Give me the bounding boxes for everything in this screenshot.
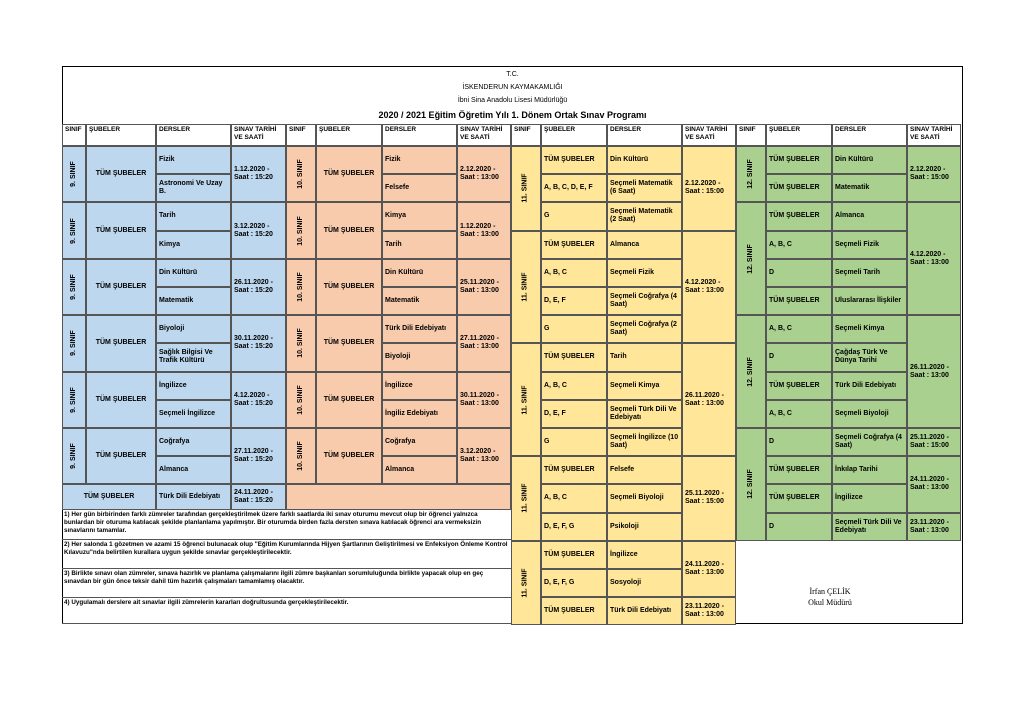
grade9-subeler: TÜM ŞUBELER (86, 428, 156, 484)
grade9-label (62, 315, 86, 371)
grade11-ders: Seçmeli Matematik (2 Saat) (607, 202, 682, 230)
grade9-subeler: TÜM ŞUBELER (86, 146, 156, 202)
grade12-ders: Seçmeli Kimya (832, 315, 907, 343)
header-tarih-12: SINAV TARİHİ VE SAATİ (907, 124, 961, 146)
grade9-label (62, 202, 86, 258)
grade10-subeler: TÜM ŞUBELER (316, 146, 382, 202)
header-sinif-12: SINIF (736, 124, 766, 146)
grade10-ders: Coğrafya (382, 428, 457, 456)
grade11-subeler: A, B, C, D, E, F (541, 174, 607, 202)
grade9-label-text: 9. SINIF (70, 161, 77, 188)
grade9-last-ders: Türk Dili Edebiyatı (156, 484, 231, 510)
header-sinif-9: SINIF (62, 124, 86, 146)
grade12-label-text: 12. SINIF (747, 356, 755, 387)
header-tarih-10: SINAV TARİHİ VE SAATİ (457, 124, 511, 146)
grade10-label (286, 259, 316, 315)
grade11-ders: Seçmeli Fizik (607, 259, 682, 287)
grade11-label-text: 11. SINIF (522, 173, 529, 203)
grade10-ders: Fizik (382, 146, 457, 174)
grade10-label-text: 10. SINIF (297, 159, 305, 189)
grade9-ders: Tarih (156, 202, 231, 230)
grade11-subeler: G (541, 202, 607, 230)
grade11-label-text: 11. SINIF (522, 483, 529, 514)
grade10-subeler: TÜM ŞUBELER (316, 259, 382, 315)
grade12-ders: İngilizce (832, 484, 907, 512)
grade11-date: 24.11.2020 - Saat : 13:00 (682, 541, 736, 597)
grade9-label-text: 9. SINIF (70, 330, 77, 357)
grade9-subeler: TÜM ŞUBELER (86, 259, 156, 315)
grade12-label-text: 12. SINIF (747, 469, 755, 500)
page-title: 2020 / 2021 Eğitim Öğretim Yılı 1. Dönem Ortak Sınav Programı (378, 110, 647, 120)
grade9-date: 30.11.2020 - Saat : 15:20 (231, 315, 286, 371)
grade11-subeler: TÜM ŞUBELER (541, 146, 607, 174)
header-subeler-11: ŞUBELER (541, 124, 607, 146)
grade12-ders: Seçmeli Biyoloji (832, 400, 907, 428)
grade12-subeler: TÜM ŞUBELER (766, 484, 832, 512)
grade11-ders: Almanca (607, 231, 682, 259)
grade12-subeler: A, B, C (766, 400, 832, 428)
grade11-ders: İngilizce (607, 541, 682, 569)
grade11-subeler: D, E, F (541, 400, 607, 428)
grade11-label (511, 146, 541, 231)
grade10-date: 3.12.2020 - Saat : 13:00 (457, 428, 511, 484)
grade9-label-text: 9. SINIF (70, 386, 77, 413)
grade9-ders: Fizik (156, 146, 231, 174)
grade11-label (511, 231, 541, 344)
grade9-ders: Din Kültürü (156, 259, 231, 287)
grade9-ders: İngilizce (156, 372, 231, 400)
grade10-label-text: 10. SINIF (297, 215, 305, 246)
grade12-subeler: TÜM ŞUBELER (766, 456, 832, 484)
grade10-label (286, 372, 316, 428)
grade12-label (736, 428, 766, 541)
grade10-label-text: 10. SINIF (297, 328, 305, 359)
grade10-ders: Kimya (382, 202, 457, 230)
grade12-date: 24.11.2020 - Saat : 13:00 (907, 456, 961, 512)
grade10-date: 27.11.2020 - Saat : 13:00 (457, 315, 511, 371)
header-kaymakamlik: İSKENDERUN KAYMAKAMLIĞI (462, 84, 563, 91)
grade11-subeler: G (541, 315, 607, 343)
grade10-ders: Almanca (382, 456, 457, 484)
grade9-label-text: 9. SINIF (70, 443, 77, 470)
grade10-label (286, 146, 316, 202)
grade12-date: 26.11.2020 - Saat : 13:00 (907, 315, 961, 428)
grade9-ders: Kimya (156, 231, 231, 259)
grade10-label-text: 10. SINIF (297, 384, 305, 415)
grade12-ders: Seçmeli Türk Dili Ve Edebiyatı (832, 513, 907, 541)
grade12-subeler: TÜM ŞUBELER (766, 146, 832, 174)
header-subeler-12: ŞUBELER (766, 124, 832, 146)
grade12-subeler: TÜM ŞUBELER (766, 372, 832, 400)
grade10-label-text: 10. SINIF (297, 272, 305, 302)
grade11-date: 23.11.2020 - Saat : 13:00 (682, 597, 736, 625)
grade11-subeler: D, E, F, G (541, 513, 607, 541)
grade10-subeler: TÜM ŞUBELER (316, 428, 382, 484)
header-tarih-11: SINAV TARİHİ VE SAATİ (682, 124, 736, 146)
grade9-label (62, 428, 86, 484)
grade11-date: 25.11.2020 - Saat : 15:00 (682, 456, 736, 541)
grade12-ders: Almanca (832, 202, 907, 230)
grade12-date: 23.11.2020 - Saat : 13:00 (907, 513, 961, 541)
grade9-label-text: 9. SINIF (70, 274, 77, 300)
grade9-label (62, 146, 86, 202)
grade10-ders: Tarih (382, 231, 457, 259)
header-sinif-11: SINIF (511, 124, 541, 146)
grade11-label (511, 541, 541, 626)
grade12-ders: Matematik (832, 174, 907, 202)
grade11-subeler: D, E, F, G (541, 569, 607, 597)
grade12-label (736, 146, 766, 202)
note-4: 4) Uygulamalı derslere ait sınavlar ilgili zümrelerin kararları doğrultusunda gerçekleştirilecektir. (62, 598, 511, 624)
header-dersler-12: DERSLER (832, 124, 907, 146)
grade12-date: 25.11.2020 - Saat : 15:00 (907, 428, 961, 456)
grade9-date: 26.11.2020 - Saat : 15:20 (231, 259, 286, 315)
grade9-last-date: 24.11.2020 - Saat : 15:20 (231, 484, 286, 510)
header-dersler-10: DERSLER (382, 124, 457, 146)
header-dersler-9: DERSLER (156, 124, 231, 146)
grade12-label-text: 12. SINIF (747, 243, 755, 274)
grade11-date: 26.11.2020 - Saat : 13:00 (682, 343, 736, 456)
grade11-subeler: D, E, F (541, 287, 607, 315)
grade9-label (62, 372, 86, 428)
grade10-ders: Din Kültürü (382, 259, 457, 287)
note-1: 1) Her gün birbirinden farklı zümreler tarafından gerçekleştirilmek üzere farklı saatlarda iki sınav oturumu mevcut olup bir öğrenci yalnızca bunlardan bir oturuma katılacak şekilde planlanlama yapılmıştır. Bir oturumda birden fazla dersten sınava katılacak öğrenci ara vermeksizin sınavlarını tamamlar. (62, 510, 511, 540)
grade9-ders: Coğrafya (156, 428, 231, 456)
header-subeler-10: ŞUBELER (316, 124, 382, 146)
grade9-ders: Almanca (156, 456, 231, 484)
grade11-ders: Seçmeli Kimya (607, 372, 682, 400)
grade11-ders: Psikoloji (607, 513, 682, 541)
grade9-date: 4.12.2020 - Saat : 15:20 (231, 372, 286, 428)
grade10-ders: İngiliz Edebiyatı (382, 400, 457, 428)
grade11-ders: Seçmeli İngilizce (10 Saat) (607, 428, 682, 456)
grade11-subeler: A, B, C (541, 372, 607, 400)
grade12-ders: Seçmeli Tarih (832, 259, 907, 287)
grade11-ders: Din Kültürü (607, 146, 682, 174)
grade10-date: 30.11.2020 - Saat : 13:00 (457, 372, 511, 428)
grade9-ders: Biyoloji (156, 315, 231, 343)
grade11-ders: Felsefe (607, 456, 682, 484)
grade10-subeler: TÜM ŞUBELER (316, 315, 382, 371)
grade11-ders: Türk Dili Edebiyatı (607, 597, 682, 625)
grade11-label-text: 11. SINIF (522, 568, 529, 598)
grade10-subeler: TÜM ŞUBELER (316, 372, 382, 428)
grade12-ders: Seçmeli Coğrafya (4 Saat) (832, 428, 907, 456)
grade12-ders: İnkılap Tarihi (832, 456, 907, 484)
note-2: 2) Her salonda 1 gözetmen ve azami 15 öğrenci bulunacak olup "Eğitim Kurumlarında Hijyen Şartlarının Geliştirilmesi ve Enfeksiyon Önleme Kontrol Kılavuzu"nda belirtilen kurallara uygun şekilde sınavlar gerçekleştirilecektir. (62, 540, 511, 569)
grade11-ders: Seçmeli Matematik (6 Saat) (607, 174, 682, 202)
grade10-label (286, 202, 316, 258)
grade10-ders: Türk Dili Edebiyatı (382, 315, 457, 343)
grade12-subeler: D (766, 259, 832, 287)
grade12-ders: Seçmeli Fizik (832, 231, 907, 259)
grade10-ders: Biyoloji (382, 343, 457, 371)
header-sinif-10: SINIF (286, 124, 316, 146)
grade12-label (736, 315, 766, 428)
grade11-ders: Seçmeli Coğrafya (2 Saat) (607, 315, 682, 343)
grade10-date: 2.12.2020 - Saat : 13:00 (457, 146, 511, 202)
grade10-filler (286, 484, 511, 510)
grade11-ders: Sosyoloji (607, 569, 682, 597)
grade10-date: 1.12.2020 - Saat : 13:00 (457, 202, 511, 258)
grade9-ders: Matematik (156, 287, 231, 315)
grade10-ders: İngilizce (382, 372, 457, 400)
grade12-subeler: D (766, 513, 832, 541)
grade10-date: 25.11.2020 - Saat : 13:00 (457, 259, 511, 315)
grade12-subeler: A, B, C (766, 315, 832, 343)
grade9-ders: Sağlık Bilgisi Ve Trafik Kültürü (156, 343, 231, 371)
grade12-label-text: 12. SINIF (747, 159, 755, 189)
signature-title: Okul Müdürü (808, 598, 852, 607)
grade11-label (511, 343, 541, 456)
header-school: İbni Sina Anadolu Lisesi Müdürlüğü (457, 97, 568, 104)
grade10-ders: Matematik (382, 287, 457, 315)
signature-name: İrfan ÇELİK (809, 587, 851, 596)
grade11-date: 2.12.2020 - Saat : 15:00 (682, 146, 736, 231)
grade12-date: 4.12.2020 - Saat : 13:00 (907, 202, 961, 315)
grade12-subeler: D (766, 428, 832, 456)
grade12-subeler: TÜM ŞUBELER (766, 287, 832, 315)
header-tc: T.C. (506, 71, 519, 78)
grade12-ders: Uluslararası İlişkiler (832, 287, 907, 315)
note-3: 3) Birlikte sınavı olan zümreler, sınava hazırlık ve planlama çalışmalarını ilgili zümre başkanları sorumluluğunda birlikte yapacak olup en geç sınavdan bir gün önce teksir dahil tüm hazırlık çalışmaları tamamlamış olacaktır. (62, 569, 511, 598)
grade11-label-text: 11. SINIF (522, 385, 529, 415)
grade9-ders: Astronomi Ve Uzay B. (156, 174, 231, 202)
grade9-subeler: TÜM ŞUBELER (86, 315, 156, 371)
header-subeler-9: ŞUBELER (86, 124, 156, 146)
grade12-subeler: D (766, 343, 832, 371)
grade9-date: 3.12.2020 - Saat : 15:20 (231, 202, 286, 258)
grade12-subeler: A, B, C (766, 231, 832, 259)
grade10-label-text: 10. SINIF (297, 441, 305, 471)
grade11-label (511, 456, 541, 541)
grade9-date: 27.11.2020 - Saat : 15:20 (231, 428, 286, 484)
grade11-ders: Seçmeli Türk Dili Ve Edebiyatı (607, 400, 682, 428)
grade9-label (62, 259, 86, 315)
grade10-label (286, 428, 316, 484)
grade11-subeler: G (541, 428, 607, 456)
grade11-subeler: TÜM ŞUBELER (541, 231, 607, 259)
grade11-label-text: 11. SINIF (522, 272, 529, 302)
grade11-subeler: A, B, C (541, 259, 607, 287)
grade11-subeler: TÜM ŞUBELER (541, 343, 607, 371)
grade11-ders: Seçmeli Coğrafya (4 Saat) (607, 287, 682, 315)
grade9-date: 1.12.2020 - Saat : 15:20 (231, 146, 286, 202)
grade12-ders: Çağdaş Türk Ve Dünya Tarihi (832, 343, 907, 371)
grade9-label-text: 9. SINIF (70, 217, 77, 244)
grade12-ders: Türk Dili Edebiyatı (832, 372, 907, 400)
grade11-ders: Seçmeli Biyoloji (607, 484, 682, 512)
grade12-subeler: TÜM ŞUBELER (766, 174, 832, 202)
header-dersler-11: DERSLER (607, 124, 682, 146)
grade12-ders: Din Kültürü (832, 146, 907, 174)
header-tarih-9: SINAV TARİHİ VE SAATİ (231, 124, 286, 146)
grade11-ders: Tarih (607, 343, 682, 371)
grade11-subeler: TÜM ŞUBELER (541, 541, 607, 569)
grade10-ders: Felsefe (382, 174, 457, 202)
grade9-ders: Seçmeli İngilizce (156, 400, 231, 428)
grade11-subeler: TÜM ŞUBELER (541, 597, 607, 625)
grade11-subeler: TÜM ŞUBELER (541, 456, 607, 484)
grade9-subeler: TÜM ŞUBELER (86, 202, 156, 258)
grade9-last-subeler: TÜM ŞUBELER (62, 484, 156, 510)
grade12-subeler: TÜM ŞUBELER (766, 202, 832, 230)
grade11-subeler: A, B, C (541, 484, 607, 512)
grade9-subeler: TÜM ŞUBELER (86, 372, 156, 428)
grade12-label (736, 202, 766, 315)
grade11-date: 4.12.2020 - Saat : 13:00 (682, 231, 736, 344)
grade10-subeler: TÜM ŞUBELER (316, 202, 382, 258)
grade12-date: 2.12.2020 - Saat : 15:00 (907, 146, 961, 202)
grade10-label (286, 315, 316, 371)
